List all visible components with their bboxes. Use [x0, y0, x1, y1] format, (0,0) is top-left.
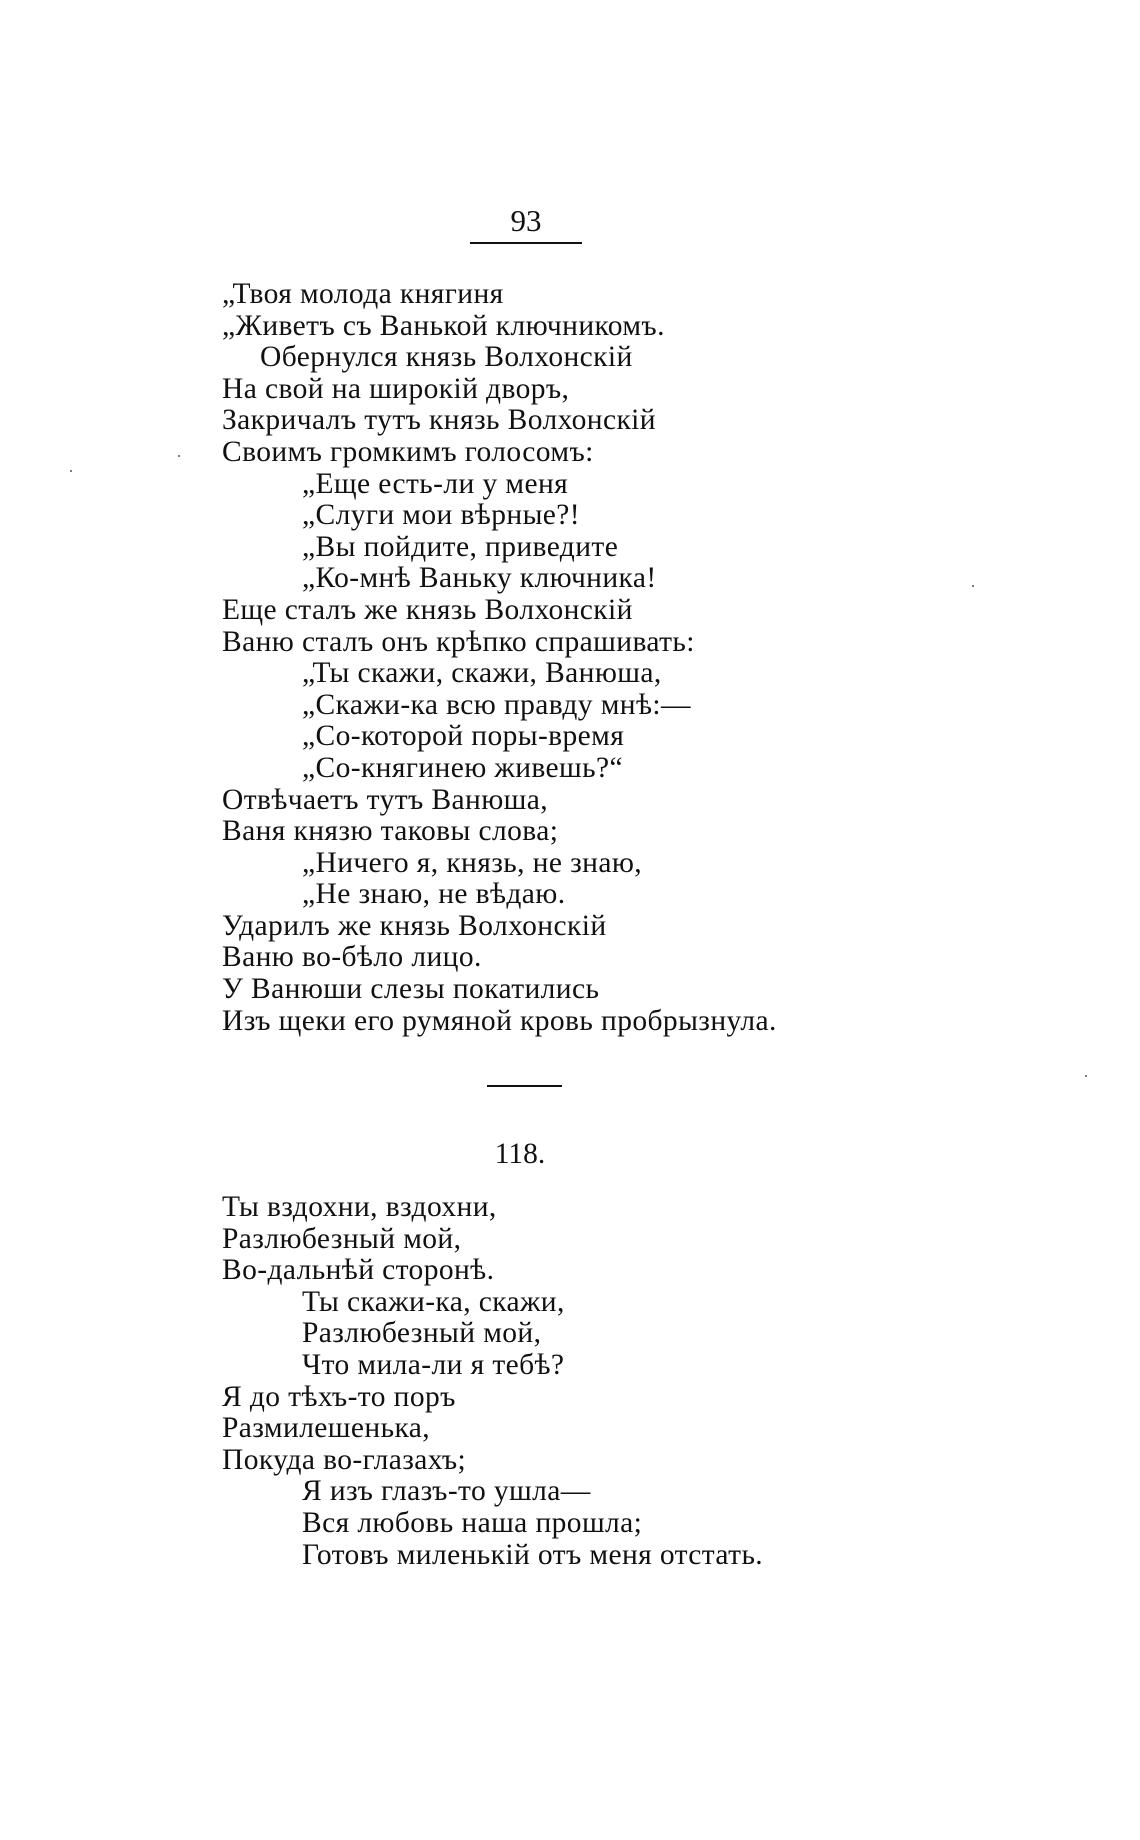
poem-line: „Слуги мои вѣрные?!	[302, 499, 580, 532]
poem-line: Разлюбезный мой,	[302, 1317, 542, 1350]
poem-line: Ты вздохни, вздохни,	[222, 1191, 497, 1223]
poem-line: Что мила-ли я тебѣ?	[302, 1348, 565, 1381]
poem-line: Покуда во-глазахъ;	[222, 1443, 467, 1476]
poem-line: „Вы пойдите, приведите	[302, 530, 619, 563]
poem-line: Изъ щеки его румяной кровь пробрызнула.	[222, 1004, 777, 1037]
poem-line: Ваню сталъ онъ крѣпко спрашивать:	[222, 625, 695, 658]
poem-line: Отвѣчаетъ тутъ Ванюша,	[222, 783, 549, 816]
poem-line: У Ванюши слезы покатились	[222, 973, 600, 1006]
page-number: 93	[470, 200, 582, 244]
poem-line: „Твоя молода княгиня	[222, 278, 504, 310]
section-number: 118.	[494, 1138, 546, 1170]
poem-line: „Ничего я, князь, не знаю,	[302, 846, 643, 879]
poem-line: Еще сталъ же князь Волхонскій	[222, 593, 633, 626]
poem-line: „Скажи-ка всю правду мнѣ:—	[302, 688, 691, 721]
poem-line: На свой на широкій дворъ,	[222, 372, 570, 405]
poem-line: Вся любовь наша прошла;	[302, 1506, 643, 1539]
print-speck	[1085, 1075, 1087, 1077]
poem-line: Готовъ миленькій отъ меня отстать.	[302, 1538, 764, 1571]
section-divider	[487, 1085, 562, 1087]
poem-line: Ты скажи-ка, скажи,	[302, 1285, 565, 1318]
poem-line: „Со-которой поры-время	[302, 720, 625, 753]
poem-line: Ваня князю таковы слова;	[222, 815, 559, 848]
poem-line: Размилешенька,	[222, 1412, 431, 1445]
poem-line: Своимъ громкимъ голосомъ:	[222, 435, 594, 468]
poem-line: Разлюбезный мой,	[222, 1222, 462, 1255]
poem-line: „Живетъ съ Ванькой ключникомъ.	[222, 309, 665, 342]
poem-line: Я изъ глазъ-то ушла—	[302, 1475, 591, 1508]
poem-line: Во-дальнѣй сторонѣ.	[222, 1254, 495, 1287]
print-speck	[972, 585, 974, 587]
poem-line: Я до тѣхъ-то поръ	[222, 1380, 456, 1413]
poem-line: „Со-княгинею живешь?“	[302, 751, 623, 784]
poem-line: Ударилъ же князь Волхонскій	[222, 909, 607, 942]
poem-top	[222, 279, 942, 1037]
print-speck	[178, 455, 180, 457]
poem-line: „Еще есть-ли у меня	[302, 467, 569, 500]
poem-line: Ваню во-бѣло лицо.	[222, 941, 482, 974]
poem-line: „Не знаю, не вѣдаю.	[302, 878, 566, 911]
poem-line: „Ты скажи, скажи, Ванюша,	[302, 657, 662, 690]
poem-line: Обернулся князь Волхонскій	[260, 341, 633, 374]
poem-line: „Ко-мнѣ Ваньку ключника!	[302, 562, 657, 595]
poem-bottom	[222, 1192, 942, 1571]
poem-line: Закричалъ тутъ князь Волхонскій	[222, 404, 656, 437]
print-speck	[70, 470, 72, 472]
